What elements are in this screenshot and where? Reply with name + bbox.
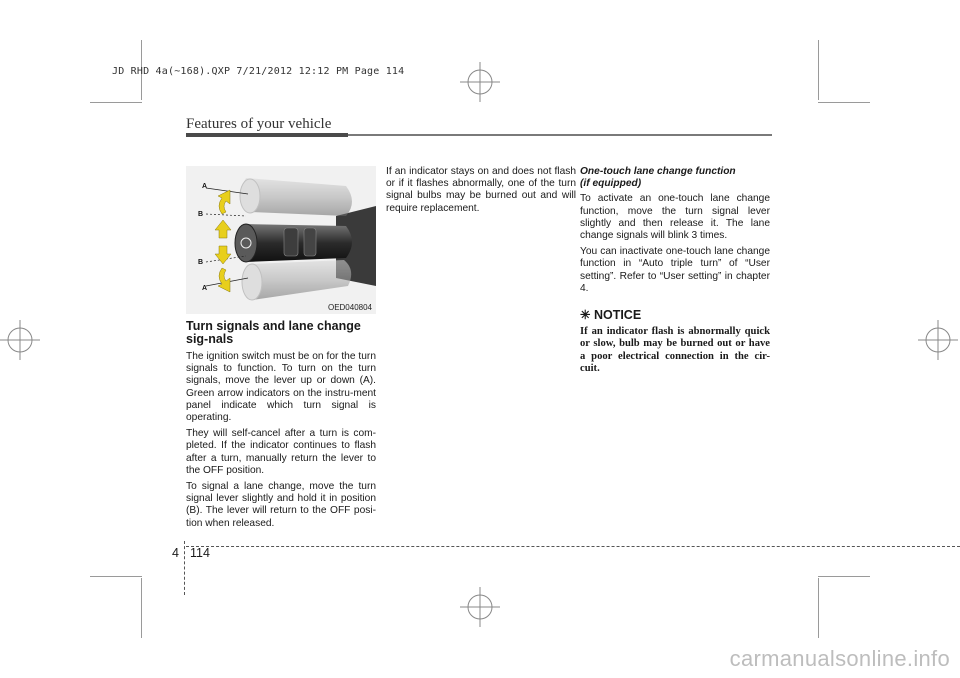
column-2	[386, 166, 576, 219]
paragraph: To activate an one-touch lane change function, move the turn signal lever slightly and then release it. The lane change signals will blink 3 times.	[580, 193, 770, 242]
notice-text: If an indicator flash is abnormally quick or slow, bulb may be burned out or have a poor electrical connection in the cir-cuit.	[580, 326, 770, 374]
footer-page-number: 114	[190, 546, 210, 560]
crop-mark	[818, 102, 870, 103]
figure-label-a-top: A	[202, 183, 208, 190]
footer-divider-horizontal	[186, 546, 960, 547]
lever-up-arrow-icon	[218, 190, 230, 214]
subsection-heading-line: (if equipped)	[580, 178, 642, 190]
header-rule	[186, 133, 348, 137]
column-3	[580, 166, 770, 379]
subsection-heading	[580, 166, 770, 190]
crop-mark	[141, 578, 142, 638]
turn-signal-lever-illustration	[186, 166, 376, 314]
footer-divider-vertical	[184, 541, 186, 595]
registration-mark-icon	[460, 587, 500, 627]
print-slug: JD RHD 4a(~168).QXP 7/21/2012 12:12 PM Page 114	[112, 66, 405, 77]
crop-mark	[818, 578, 819, 638]
figure-label-b-bottom: B	[198, 259, 204, 266]
registration-mark-icon	[0, 320, 40, 360]
lane-down-arrow-icon	[215, 246, 231, 264]
turn-signal-lever-figure	[186, 166, 376, 314]
paragraph: They will self-cancel after a turn is com-pleted. If the indicator continues to flash after a turn, manually return the lever to the OFF position.	[186, 428, 376, 476]
paragraph: You can inactivate one-touch lane change function in “Auto triple turn” of “User setting”. Refer to “User setting” in chapter 4.	[580, 246, 770, 294]
page-header-title: Features of your vehicle	[186, 116, 332, 132]
subsection-heading-line: One-touch lane change function	[580, 166, 736, 177]
paragraph: If an indicator stays on and does not flash or if it flashes abnormally, one of the turn signal bulbs may be burned out and will require replacement.	[386, 166, 576, 214]
section-heading: Turn signals and lane change sig-nals	[186, 319, 361, 346]
column-1	[186, 320, 376, 534]
watermark: carmanualsonline.info	[729, 646, 950, 671]
figure-code: OED040804	[327, 303, 372, 312]
crop-mark	[818, 576, 870, 577]
crop-mark	[818, 40, 819, 100]
figure-label-b-top: B	[198, 211, 204, 218]
lane-up-arrow-icon	[215, 220, 231, 238]
crop-mark	[90, 102, 142, 103]
notice-heading: ✳ NOTICE	[580, 308, 642, 323]
registration-mark-icon	[918, 320, 958, 360]
figure-label-a-bottom: A	[202, 285, 208, 292]
crop-mark	[90, 576, 142, 577]
paragraph: To signal a lane change, move the turn signal lever slightly and hold it in position (B). The lever will return to the OFF posi-tion when released.	[186, 481, 376, 529]
paragraph: The ignition switch must be on for the turn signals to function. To turn on the turn signals, move the lever up or down (A). Green arrow indicators on the instru-ment panel indicate which turn signal is operating.	[186, 351, 376, 424]
footer-chapter-number: 4	[172, 546, 179, 560]
registration-mark-icon	[460, 62, 500, 102]
header-rule-thin	[348, 134, 772, 136]
lever-down-arrow-icon	[218, 268, 230, 292]
